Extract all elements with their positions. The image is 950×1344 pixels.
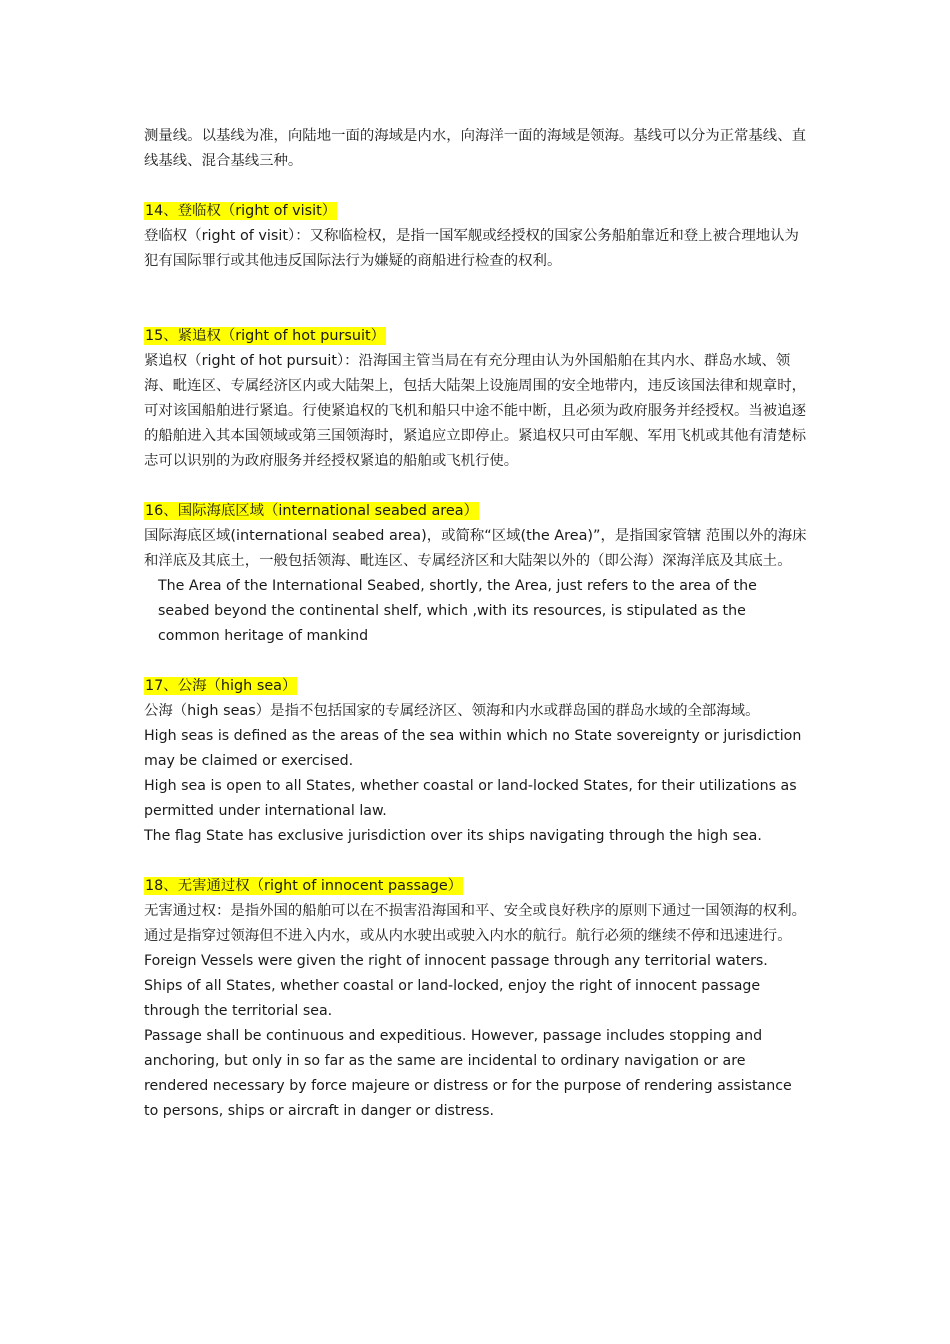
highlighted-heading: 17、公海（high sea） [145, 678, 297, 694]
section-17-paragraph-3: High sea is open to all States, whether coastal or land-locked States, for their utilizations as permitted under international law. [144, 778, 797, 819]
section-17-paragraph-4: The flag State has exclusive jurisdiction over its ships navigating through the high sea. [144, 828, 762, 844]
section-18-paragraph-3: Passage shall be continuous and expeditious. However, passage includes stopping and anchoring, but only in so far as the same are incidental to ordinary navigation or are rendered necessary by force majeure or distress or for the purpose of rendering assistance to persons, ships or aircraft in danger or distress. [144, 1028, 792, 1119]
highlighted-heading: 14、登临权（right of visit） [145, 203, 337, 219]
section-heading-16 [144, 499, 810, 524]
section-14-paragraph-1: 登临权（right of visit）：又称临检权，是指一国军舰或经授权的国家公务船舶靠近和登上被合理地认为犯有国际罪行或其他违反国际法行为嫌疑的商船进行检查的权利。 [144, 228, 799, 269]
section-15-paragraph-1: 紧追权（right of hot pursuit）：沿海国主管当局在有充分理由认为外国船舶在其内水、群岛水域、领海、毗连区、专属经济区内或大陆架上，包括大陆架上设施周围的安全地带内，违反该国法律和规章时，可对该国船舶进行紧追。行使紧追权的飞机和船只中途不能中断，且必须为政府服务并经授权。当被追逐的船舶进入其本国领域或第三国领海时，紧追应立即停止。紧追权只可由军舰、军用飞机或其他有清楚标志可以识别的为政府服务并经授权紧追的船舶或飞机行使。 [144, 353, 806, 469]
spacer [144, 274, 810, 324]
section-17-paragraph-2: High seas is defined as the areas of the sea within which no State sovereignty or jurisdiction may be claimed or exercised. [144, 728, 802, 769]
section-18-paragraph-1: 无害通过权：是指外国的船舶可以在不损害沿海国和平、安全或良好秩序的原则下通过一国领海的权利。通过是指穿过领海但不进入内水，或从内水驶出或驶入内水的航行。航行必须的继续不停和迅速进行。 [144, 903, 806, 944]
section-heading-15 [144, 324, 810, 349]
section-heading-18 [144, 874, 810, 899]
intro-paragraph: 测量线。以基线为准，向陆地一面的海域是内水，向海洋一面的海域是领海。基线可以分为正常基线、直线基线、混合基线三种。 [144, 128, 806, 169]
section-18-paragraph-2: Foreign Vessels were given the right of innocent passage through any territorial waters. Ships of all States, whether coastal or land-locked, enjoy the right of innocent passage through the territorial sea. [144, 953, 768, 1019]
highlighted-heading: 16、国际海底区域（international seabed area） [145, 503, 478, 519]
spacer [144, 174, 810, 199]
section-16-paragraph-2: The Area of the International Seabed, shortly, the Area, just refers to the area of the seabed beyond the continental shelf, which ,with its resources, is stipulated as the common heritage of mankind [158, 578, 757, 644]
section-17-paragraph-1: 公海（high seas）是指不包括国家的专属经济区、领海和内水或群岛国的群岛水域的全部海域。 [144, 703, 760, 719]
highlighted-heading: 18、无害通过权（right of innocent passage） [145, 878, 463, 894]
highlighted-heading: 15、紧追权（right of hot pursuit） [145, 328, 386, 344]
section-heading-17 [144, 674, 810, 699]
section-heading-14 [144, 199, 810, 224]
document-page [144, 124, 810, 1124]
spacer [144, 474, 810, 499]
section-16-paragraph-1: 国际海底区域(international seabed area)，或简称“区域(the Area)”，是指国家管辖 范围以外的海床和洋底及其底土，一般包括领海、毗连区、专属经济区和大陆架以外的（即公海）深海洋底及其底土。 [144, 528, 807, 569]
spacer [144, 649, 810, 674]
spacer [144, 849, 810, 874]
